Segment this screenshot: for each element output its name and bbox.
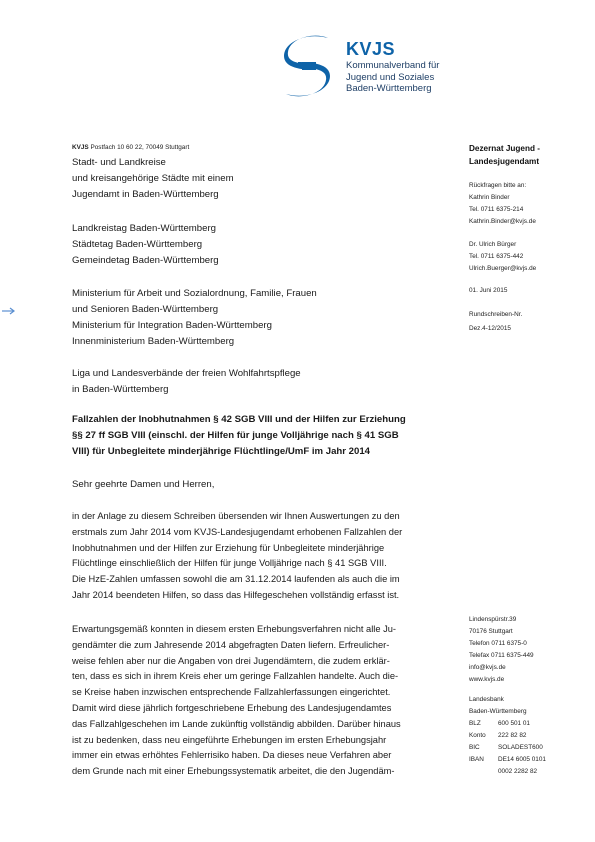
bank-row (469, 718, 546, 730)
contact-email[interactable]: Ulrich.Buerger@kvjs.de (469, 265, 537, 272)
paragraph-line: Erwartungsgemäß konnten in diesem ersten Erhebungsverfahren nicht alle Ju- (72, 624, 397, 634)
bank-label (469, 766, 498, 778)
sidebar-contact-2 (469, 239, 536, 275)
paragraph-line: Flüchtlinge einschließlich der Hilfen für junge Volljährige nach § 41 SGB VIII. (72, 558, 387, 569)
recipient-line: Städtetag Baden-Württemberg (72, 239, 203, 250)
department-line: Dezernat Jugend - (469, 144, 540, 153)
brand-subtitle-line: Baden-Württemberg (346, 83, 432, 94)
recipient-line: in Baden-Württemberg (72, 384, 169, 395)
paragraph-line: Damit wird diese jährlich fortgeschriebene Erhebung des Landesjugendamtes (72, 702, 392, 713)
recipient-line: und Senioren Baden-Württemberg (72, 304, 219, 315)
recipient-line: Stadt- und Landkreise (72, 157, 166, 168)
brand-subtitle-line: Kommunalverband für (346, 60, 440, 71)
bank-value: 0002 2282 82 (498, 768, 538, 775)
bank-name-line: Baden-Württemberg (469, 708, 527, 715)
paragraph-line: erstmals zum Jahr 2014 vom KVJS-Landesjugendamt erhobenen Fallzahlen der (72, 526, 403, 537)
sender-address: Postfach 10 60 22, 70049 Stuttgart (88, 144, 190, 151)
recipient-line: Landkreistag Baden-Württemberg (72, 223, 216, 234)
circular-label: Rundschreiben-Nr. (469, 311, 523, 318)
contact-phone: Tel. 0711 6375-442 (469, 253, 524, 260)
sidebar-address (469, 614, 534, 686)
sender-line (72, 144, 189, 151)
address-line[interactable]: info@kvjs.de (469, 664, 506, 671)
subject-line: VIII) für Unbegleitete minderjährige Flüchtlinge/UmF im Jahr 2014 (72, 446, 371, 457)
bank-label: BIC (469, 744, 480, 751)
paragraph-line: Inobhutnahmen und der Hilfen zur Erziehung für Unbegleitete minderjährige (72, 542, 385, 553)
recipient-line: Liga und Landesverbände der freien Wohlfahrtspflege (72, 368, 301, 379)
bank-value: SOLADEST600 (498, 744, 543, 751)
subject-line: Fallzahlen der Inobhutnahmen § 42 SGB VIII und der Hilfen zur Erziehung (72, 414, 406, 425)
bank-value: 222 82 82 (498, 732, 527, 739)
paragraph-line: das Fallzahlgeschehen im Lande zukünftig vollständig abbilden. Darüber hinaus (72, 718, 401, 729)
subject-line: §§ 27 ff SGB VIII (einschl. der Hilfen für junge Volljährige nach § 41 SGB (72, 430, 399, 441)
address-line: Lindenspürstr.39 (469, 616, 517, 623)
bank-label: IBAN (469, 756, 484, 763)
recipient-group-1 (72, 155, 234, 203)
paragraph-line: weise fehlen aber nur die Angaben von drei Jugendämtern, die zudem erklär- (72, 655, 390, 666)
kvjs-logo-icon (276, 34, 338, 98)
sidebar-contacts (469, 180, 536, 228)
recipient-line: Ministerium für Arbeit und Sozialordnung, Familie, Frauen (72, 288, 317, 299)
paragraph-line: Die HzE-Zahlen umfassen sowohl die am 31.12.2014 laufenden als auch die im (72, 574, 400, 585)
recipient-line: Jugendamt in Baden-Württemberg (72, 189, 219, 200)
bank-row (469, 766, 546, 778)
recipient-line: und kreisangehörige Städte mit einem (72, 173, 234, 184)
recipient-group-2 (72, 221, 219, 269)
brand-subtitle (346, 60, 439, 95)
salutation: Sehr geehrte Damen und Herren, (72, 479, 215, 490)
contact-name: Dr. Ulrich Bürger (469, 241, 517, 248)
bank-label: BLZ (469, 720, 481, 727)
address-line: Telefon 0711 6375-0 (469, 640, 527, 647)
address-line: Telefax 0711 6375-449 (469, 652, 534, 659)
brand-name: KVJS (346, 39, 396, 59)
department-line: Landesjugendamt (469, 157, 540, 166)
paragraph-line: gendämter die zum Jahresende 2014 abgefragten Daten liefern. Erfreulicher- (72, 639, 390, 650)
recipient-line: Gemeindetag Baden-Württemberg (72, 255, 219, 266)
paragraph-line: se Kreise haben inzwischen entsprechende Fallzahlerfassungen eingerichtet. (72, 687, 391, 698)
recipient-line: Ministerium für Integration Baden-Württemberg (72, 320, 272, 331)
paragraph-line: in der Anlage zu diesem Schreiben übersenden wir Ihnen Auswertungen zu den (72, 511, 400, 521)
bank-row (469, 754, 546, 766)
brand-subtitle-line: Jugend und Soziales (346, 71, 435, 83)
paragraph-line: dem Grunde nach mit einer Erhebungssystematik arbeitet, die den Jugendäm- (72, 766, 395, 777)
recipient-group-4 (72, 366, 301, 398)
bank-value: DE14 6005 0101 (498, 756, 546, 763)
address-line[interactable]: www.kvjs.de (469, 676, 505, 683)
bank-row (469, 730, 546, 742)
contact-phone: Tel. 0711 6375-214 (469, 206, 524, 213)
bank-label: Konto (469, 732, 486, 739)
contact-email[interactable]: Kathrin.Binder@kvjs.de (469, 218, 536, 225)
contact-name: Kathrin Binder (469, 194, 510, 201)
sidebar-bank (469, 694, 546, 778)
paragraph-line: Jahr 2014 beendeten Hilfen, so dass das Hilfegeschehen vollständig erfasst ist. (72, 589, 400, 600)
body-paragraph-1 (72, 509, 467, 604)
letter-date: 01. Juni 2015 (469, 287, 508, 294)
recipient-line: Innenministerium Baden-Württemberg (72, 336, 235, 347)
paragraph-line: ist zu bedenken, dass neu eingeführte Erhebungen im ersten Erhebungsjahr (72, 734, 387, 745)
sender-org: KVJS (72, 144, 89, 151)
paragraph-line: immer ein etwas erhöhtes Fehlerrisiko haben. Da dieses neue Verfahren aber (72, 750, 392, 761)
circular-number: Dez.4-12/2015 (469, 325, 511, 332)
letter-subject (72, 412, 467, 460)
paragraph-line: ten, dass es sich in ihrem Kreis eher um geringe Fallzahlen handelte. Auch die- (72, 671, 399, 682)
body-paragraph-2 (72, 622, 467, 780)
recipient-group-3 (72, 286, 317, 350)
queries-label: Rückfragen bitte an: (469, 182, 527, 189)
arrow-right-icon (2, 307, 16, 315)
sidebar-department (469, 142, 540, 168)
bank-name-line: Landesbank (469, 696, 504, 703)
bank-row (469, 742, 546, 754)
address-line: 70176 Stuttgart (469, 628, 513, 635)
bank-value: 600 501 01 (498, 720, 530, 727)
